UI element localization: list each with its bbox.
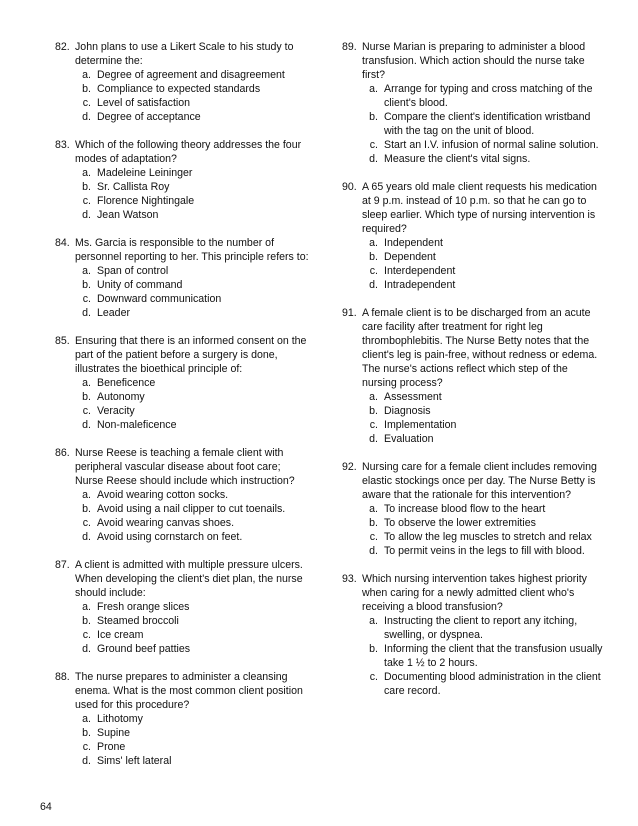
option-letter: d. [82, 643, 91, 655]
page-number: 64 [40, 801, 52, 813]
option-text: Ice cream [97, 629, 144, 641]
answer-options [75, 264, 310, 320]
option-text: Non-maleficence [97, 419, 177, 431]
question-item [55, 446, 310, 544]
question-item [342, 180, 604, 292]
option-text: Jean Watson [97, 209, 159, 221]
option-letter: d. [82, 419, 91, 431]
question-text: A 65 years old male client requests his medication at 9 p.m. instead of 10 p.m. so that he can go to sleep earlier. Which type of nursing intervention is required? [362, 181, 597, 235]
option-letter: a. [369, 83, 378, 95]
option-letter: c. [82, 97, 91, 109]
question-text: Which nursing intervention takes highest priority when caring for a newly admitted client who's receiving a blood transfusion? [362, 573, 587, 613]
option-letter: d. [82, 307, 91, 319]
question-body [75, 670, 310, 768]
answer-option [75, 740, 310, 754]
question-text: Nurse Reese is teaching a female client with peripheral vascular disease about foot care; Nurse Reese should include which instruction? [75, 447, 295, 487]
answer-options [362, 502, 604, 558]
question-body [362, 306, 604, 446]
answer-option [75, 208, 310, 222]
answer-option [75, 628, 310, 642]
answer-option [75, 292, 310, 306]
option-text: Interdependent [384, 265, 456, 277]
option-text: Implementation [384, 419, 457, 431]
option-letter: b. [82, 615, 91, 627]
question-item [342, 572, 604, 698]
option-text: Downward communication [97, 293, 222, 305]
question-item [55, 670, 310, 768]
answer-option [362, 82, 604, 110]
question-number: 85. [55, 335, 70, 347]
question-item [342, 460, 604, 558]
option-letter: a. [82, 167, 91, 179]
question-text: Ensuring that there is an informed consent on the part of the patient before a surgery is done, illustrates the bioethical principle of: [75, 335, 307, 375]
option-text: Unity of command [97, 279, 183, 291]
option-text: Avoid wearing canvas shoes. [97, 517, 235, 529]
option-text: Prone [97, 741, 126, 753]
option-text: Sims' left lateral [97, 755, 172, 767]
option-text: To increase blood flow to the heart [384, 503, 546, 515]
option-text: Autonomy [97, 391, 145, 403]
option-text: Start an I.V. infusion of normal saline solution. [384, 139, 599, 151]
option-text: Degree of acceptance [97, 111, 201, 123]
option-letter: b. [369, 251, 378, 263]
answer-option [362, 530, 604, 544]
question-number: 83. [55, 139, 70, 151]
option-text: Sr. Callista Roy [97, 181, 170, 193]
answer-option [75, 194, 310, 208]
option-text: Assessment [384, 391, 442, 403]
option-text: Fresh orange slices [97, 601, 190, 613]
option-letter: c. [369, 265, 378, 277]
option-letter: a. [369, 391, 378, 403]
question-number: 88. [55, 671, 70, 683]
option-text: Compliance to expected standards [97, 83, 261, 95]
option-letter: d. [82, 111, 91, 123]
answer-option [75, 530, 310, 544]
answer-option [362, 138, 604, 152]
answer-options [75, 712, 310, 768]
answer-option [362, 642, 604, 670]
option-letter: c. [82, 629, 91, 641]
option-text: To allow the leg muscles to stretch and relax [384, 531, 592, 543]
answer-options [362, 82, 604, 166]
question-number: 92. [342, 461, 357, 473]
option-text: Lithotomy [97, 713, 143, 725]
answer-option [75, 614, 310, 628]
answer-option [362, 278, 604, 292]
option-text: Florence Nightingale [97, 195, 195, 207]
option-letter: c. [82, 517, 91, 529]
answer-options [75, 166, 310, 222]
option-text: Supine [97, 727, 130, 739]
question-number: 82. [55, 41, 70, 53]
option-text: Independent [384, 237, 443, 249]
option-letter: b. [369, 643, 378, 655]
question-number: 90. [342, 181, 357, 193]
answer-options [362, 390, 604, 446]
answer-option [75, 96, 310, 110]
question-text: John plans to use a Likert Scale to his study to determine the: [75, 41, 294, 67]
option-text: Veracity [97, 405, 135, 417]
answer-option [362, 236, 604, 250]
question-body [75, 558, 310, 656]
question-text: The nurse prepares to administer a cleansing enema. What is the most common client position used for this procedure? [75, 671, 303, 711]
option-letter: b. [369, 111, 378, 123]
option-text: Informing the client that the transfusion usually take 1 ½ to 2 hours. [384, 643, 603, 669]
answer-option [75, 166, 310, 180]
option-text: Madeleine Leininger [97, 167, 193, 179]
question-body [75, 138, 310, 222]
question-body [75, 446, 310, 544]
right-column [342, 40, 604, 712]
answer-options [362, 236, 604, 292]
question-item [342, 306, 604, 446]
question-item [55, 40, 310, 124]
option-text: Intradependent [384, 279, 456, 291]
option-letter: c. [369, 139, 378, 151]
answer-option [75, 600, 310, 614]
option-text: Dependent [384, 251, 436, 263]
option-text: Degree of agreement and disagreement [97, 69, 285, 81]
answer-option [75, 502, 310, 516]
answer-option [75, 488, 310, 502]
answer-option [75, 726, 310, 740]
question-item [55, 236, 310, 320]
answer-option [362, 502, 604, 516]
option-text: Instructing the client to report any itching, swelling, or dyspnea. [384, 615, 578, 641]
answer-options [362, 614, 604, 698]
answer-options [75, 488, 310, 544]
answer-option [362, 516, 604, 530]
option-text: Span of control [97, 265, 169, 277]
question-text: Which of the following theory addresses the four modes of adaptation? [75, 139, 302, 165]
option-letter: a. [82, 601, 91, 613]
answer-option [75, 390, 310, 404]
option-text: To observe the lower extremities [384, 517, 536, 529]
question-item [55, 558, 310, 656]
answer-option [75, 278, 310, 292]
option-letter: c. [369, 531, 378, 543]
option-letter: d. [82, 531, 91, 543]
answer-option [362, 544, 604, 558]
answer-option [75, 516, 310, 530]
option-letter: b. [369, 517, 378, 529]
option-letter: a. [82, 713, 91, 725]
answer-options [75, 600, 310, 656]
option-letter: d. [82, 755, 91, 767]
answer-options [75, 68, 310, 124]
answer-option [362, 418, 604, 432]
option-letter: b. [82, 727, 91, 739]
question-body [362, 40, 604, 166]
option-text: Diagnosis [384, 405, 431, 417]
answer-option [75, 418, 310, 432]
answer-option [362, 264, 604, 278]
option-text: Level of satisfaction [97, 97, 191, 109]
option-text: Steamed broccoli [97, 615, 179, 627]
answer-option [75, 68, 310, 82]
answer-options [75, 376, 310, 432]
question-number: 84. [55, 237, 70, 249]
answer-option [75, 642, 310, 656]
option-text: Compare the client's identification wristband with the tag on the unit of blood. [384, 111, 591, 137]
option-letter: d. [369, 279, 378, 291]
answer-option [362, 110, 604, 138]
option-letter: b. [82, 503, 91, 515]
answer-option [75, 306, 310, 320]
option-letter: c. [82, 195, 91, 207]
option-text: Measure the client's vital signs. [384, 153, 531, 165]
option-letter: b. [82, 181, 91, 193]
answer-option [75, 404, 310, 418]
option-letter: d. [369, 545, 378, 557]
question-number: 87. [55, 559, 70, 571]
option-letter: d. [369, 153, 378, 165]
option-letter: b. [82, 83, 91, 95]
question-text: Nurse Marian is preparing to administer a blood transfusion. Which action should the nurse take first? [362, 41, 586, 81]
option-letter: a. [82, 265, 91, 277]
question-item [55, 334, 310, 432]
option-letter: d. [369, 433, 378, 445]
question-number: 93. [342, 573, 357, 585]
answer-option [362, 250, 604, 264]
option-letter: c. [82, 405, 91, 417]
answer-option [362, 614, 604, 642]
option-text: Avoid wearing cotton socks. [97, 489, 229, 501]
option-text: Leader [97, 307, 130, 319]
question-body [75, 236, 310, 320]
option-text: Evaluation [384, 433, 434, 445]
answer-option [362, 432, 604, 446]
option-text: Arrange for typing and cross matching of the client's blood. [384, 83, 593, 109]
question-body [362, 180, 604, 292]
question-number: 86. [55, 447, 70, 459]
answer-option [75, 376, 310, 390]
question-item [342, 40, 604, 166]
option-text: To permit veins in the legs to fill with blood. [384, 545, 585, 557]
option-letter: a. [369, 615, 378, 627]
option-letter: a. [369, 503, 378, 515]
option-text: Avoid using a nail clipper to cut toenails. [97, 503, 286, 515]
answer-option [362, 390, 604, 404]
question-text: A female client is to be discharged from an acute care facility after treatment for right leg thrombophlebitis. The Nurse Betty notes that the client's leg is pain-free, without redness or edema. The nurse's actions reflect which step of the nursing process? [362, 307, 598, 389]
option-letter: c. [369, 419, 378, 431]
question-text: Ms. Garcia is responsible to the number of personnel reporting to her. This principle refers to: [75, 237, 309, 263]
question-number: 89. [342, 41, 357, 53]
option-letter: c. [82, 293, 91, 305]
left-column [55, 40, 310, 782]
option-text: Documenting blood administration in the client care record. [384, 671, 601, 697]
option-letter: b. [82, 279, 91, 291]
option-letter: b. [82, 391, 91, 403]
question-body [362, 572, 604, 698]
question-number: 91. [342, 307, 357, 319]
answer-option [75, 180, 310, 194]
answer-option [362, 404, 604, 418]
answer-option [75, 82, 310, 96]
question-item [55, 138, 310, 222]
option-text: Ground beef patties [97, 643, 191, 655]
answer-option [75, 712, 310, 726]
answer-option [362, 152, 604, 166]
question-body [75, 40, 310, 124]
option-text: Beneficence [97, 377, 156, 389]
option-letter: c. [82, 741, 91, 753]
question-text: Nursing care for a female client includes removing elastic stockings once per day. The Nurse Betty is aware that the rationale for this intervention? [362, 461, 597, 501]
option-letter: c. [369, 671, 378, 683]
question-body [362, 460, 604, 558]
option-letter: a. [82, 69, 91, 81]
option-letter: d. [82, 209, 91, 221]
option-letter: a. [82, 489, 91, 501]
option-letter: a. [82, 377, 91, 389]
answer-option [75, 754, 310, 768]
answer-option [75, 110, 310, 124]
question-text: A client is admitted with multiple pressure ulcers. When developing the client's diet plan, the nurse should include: [75, 559, 303, 599]
option-letter: b. [369, 405, 378, 417]
option-text: Avoid using cornstarch on feet. [97, 531, 243, 543]
question-body [75, 334, 310, 432]
answer-option [362, 670, 604, 698]
option-letter: a. [369, 237, 378, 249]
answer-option [75, 264, 310, 278]
